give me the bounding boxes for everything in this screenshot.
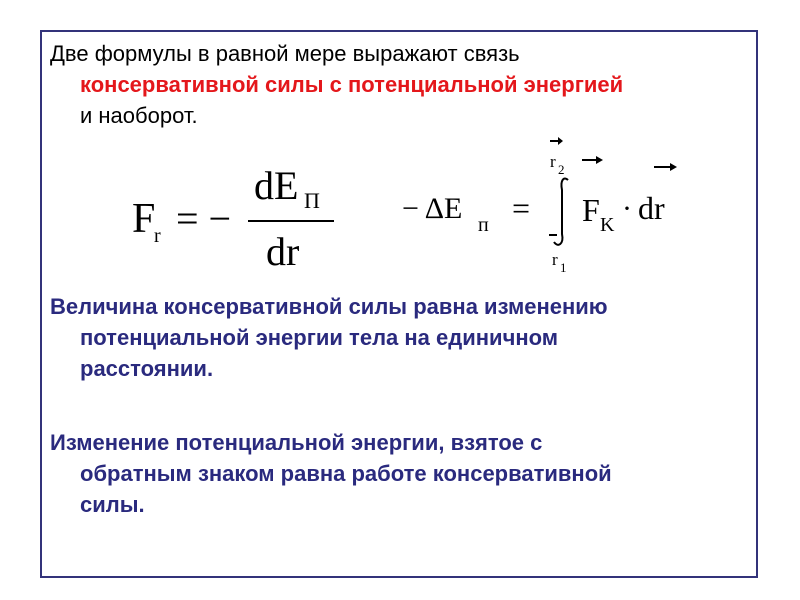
integral-sign-icon (550, 176, 574, 248)
fraction-bar (248, 220, 334, 222)
intro-line-3: и наоборот. (80, 103, 198, 128)
formula2-lhs: − ΔE (402, 192, 463, 225)
lower-limit: r (552, 250, 558, 269)
formula-work-integral (402, 130, 692, 280)
paragraph-energy-change (50, 427, 750, 520)
upper-limit: r (550, 152, 556, 171)
formula2-dr: dr (638, 190, 665, 226)
para1-line-3: расстоянии. (80, 356, 214, 381)
formula2-lhs-sub: п (478, 214, 489, 236)
formula1-denominator: dr (266, 229, 300, 274)
formula1-numerator: dE (254, 163, 299, 208)
lower-limit-dash-icon (549, 234, 557, 236)
formula1-equals: = − (176, 196, 232, 241)
formula2-integrand-sub: K (600, 214, 615, 236)
formula2-integrand: F (582, 192, 600, 228)
intro-text (50, 38, 750, 131)
formula1-lhs-sub: r (154, 225, 161, 247)
paragraph-force-definition (50, 291, 750, 384)
force-vector-arrowhead-icon (596, 156, 603, 164)
formula2-equals: = (512, 190, 531, 226)
dr-vector-arrowhead-icon (670, 163, 677, 171)
intro-highlight: консервативной силы с потенциальной энергией (80, 72, 624, 97)
upper-limit-arrowhead-icon (558, 137, 563, 145)
para1-line-1: Величина консервативной силы равна изменению (50, 294, 608, 319)
formula-force-gradient (132, 160, 342, 280)
formula1-numerator-sub: П (304, 188, 320, 213)
intro-line-1: Две формулы в равной мере выражают связь (50, 41, 520, 66)
para2-line-1: Изменение потенциальной энергии, взятое с (50, 430, 543, 455)
upper-limit-sub: 2 (558, 162, 565, 177)
para1-line-2: потенциальной энергии тела на единичном (80, 325, 559, 350)
lower-limit-sub: 1 (560, 260, 567, 275)
formula2-dot: · (622, 192, 632, 225)
para2-line-3: силы. (80, 492, 145, 517)
formula1-lhs: F (132, 196, 156, 242)
para2-line-2: обратным знаком равна работе консервативной (80, 461, 612, 486)
